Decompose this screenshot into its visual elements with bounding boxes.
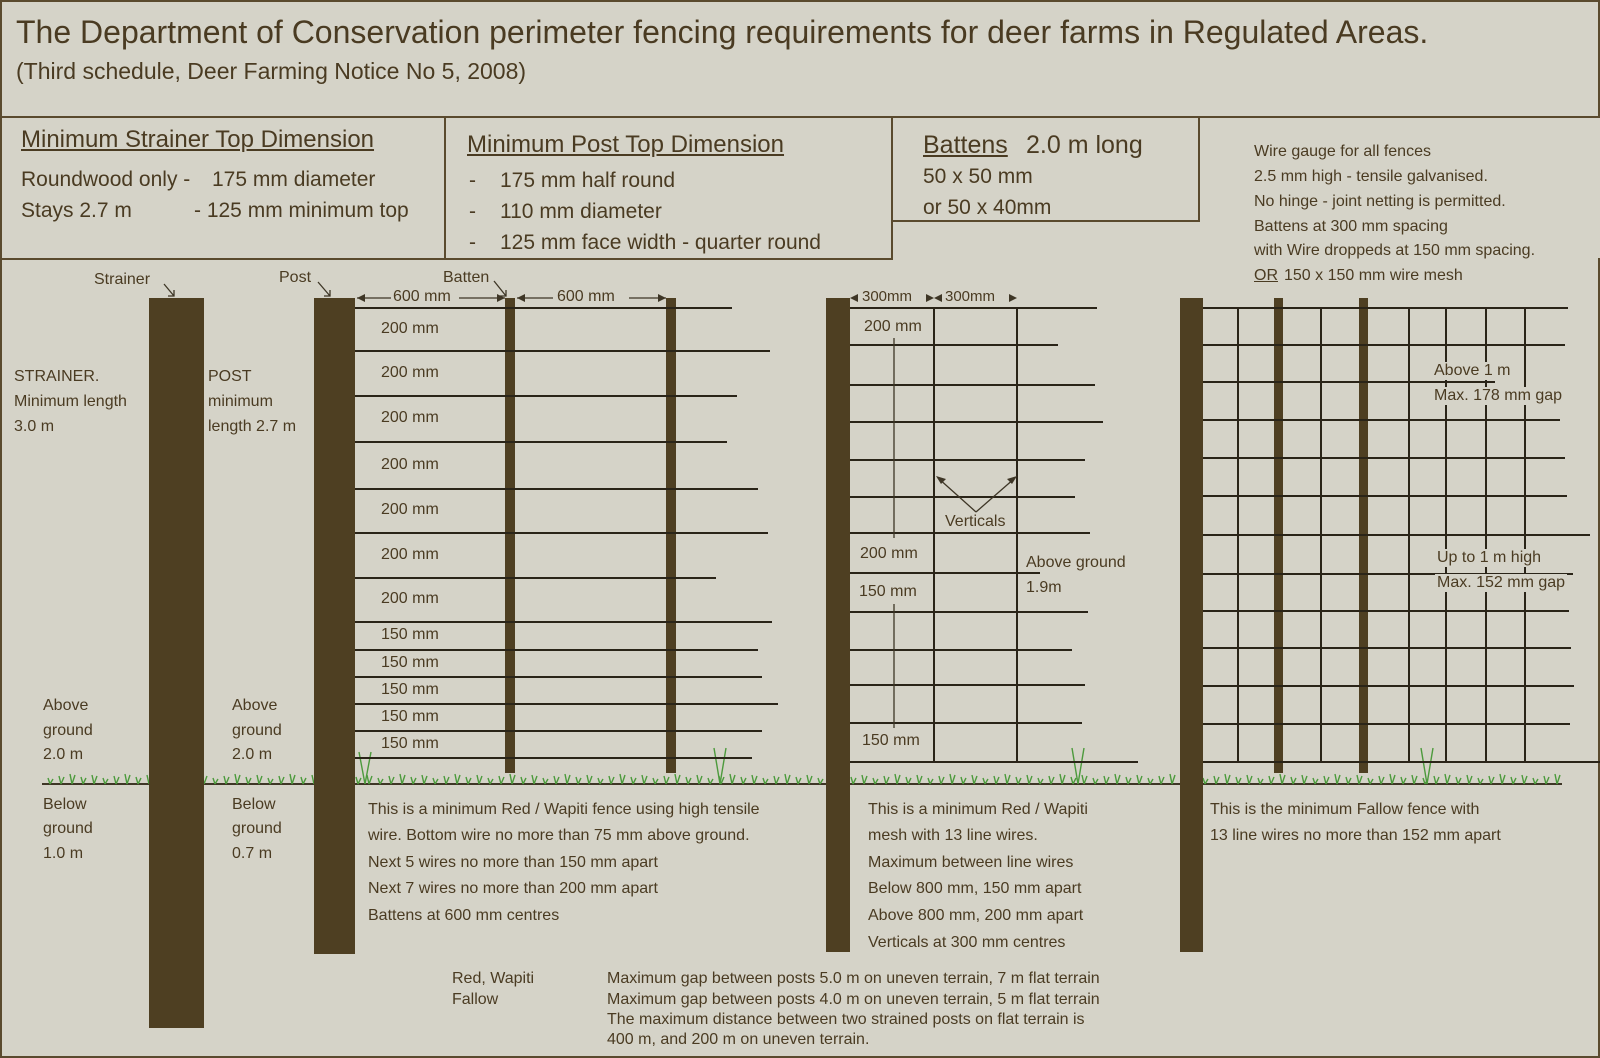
post-note: POST [208,368,252,385]
wire-note: 2.5 mm high - tensile galvanised. [1254,168,1488,185]
grass-tuft [499,776,504,784]
grass-tuft [807,775,812,784]
fence2-mid-spacing: 200 mm [860,545,918,562]
grass-tuft [1379,776,1384,784]
footer-text: 400 m, and 200 m on uneven terrain. [607,1031,870,1048]
grass-tuft [400,774,405,784]
grass-tuft [1511,777,1516,784]
grass-tuft [532,775,537,784]
post-item: 125 mm face width - quarter round [500,231,821,254]
grass-tuft [1170,774,1175,784]
grass-tuft [136,777,141,784]
fence1-desc: wire. Bottom wire no more than 75 mm above ground. [368,827,750,844]
strainer-roundwood-label: Roundwood only - [21,168,191,191]
grass-tuft [587,775,592,784]
fence2-desc: Above 800 mm, 200 mm apart [868,907,1084,924]
fence2-desc: This is a minimum Red / Wapiti [868,801,1088,818]
grass-tuft [609,776,614,784]
strainer-note: STRAINER. [14,368,100,385]
wire-note: No hinge - joint netting is permitted. [1254,193,1506,210]
grass-tuft [1214,776,1219,784]
grass-tuft [125,774,130,784]
post-below-ground: ground [232,820,282,837]
grass-tuft [70,774,75,784]
grass-tuft [950,774,955,784]
wire-note: Wire gauge for all fences [1254,143,1431,160]
battens-size-2: or 50 x 40mm [923,196,1052,219]
fence1-spacing-label: 200 mm [381,455,439,473]
grass-tuft [774,776,779,784]
strainer-note: Minimum length [14,393,127,410]
grass-tuft [279,776,284,784]
post-box-heading: Minimum Post Top Dimension [467,131,785,158]
grass-tuft [1434,776,1439,784]
fence3-desc: This is the minimum Fallow fence with [1210,801,1480,818]
fence3-lower-note: Max. 152 mm gap [1437,574,1566,591]
grass-tuft [367,775,372,784]
strainer-stays-value: - 125 mm minimum top [194,199,409,222]
fence1-spacing-label: 200 mm [381,363,439,381]
grass-tuft [1137,775,1142,784]
grass-tuft [1027,775,1032,784]
fence3-upper-note: Max. 178 mm gap [1434,387,1563,404]
post-item: 175 mm half round [500,169,676,192]
grass-tuft [1544,776,1549,784]
grass-tuft [422,775,427,784]
grass-tuft [246,777,251,784]
fence2-above-ground: 1.9m [1026,579,1062,596]
grass-tuft [1324,776,1329,784]
fence2-desc: Below 800 mm, 150 mm apart [868,880,1082,897]
grass-tuft [1104,776,1109,784]
grass-tuft [697,775,702,784]
fence1-desc: Next 7 wires no more than 200 mm apart [368,880,658,897]
battens-length: 2.0 m long [1026,131,1143,159]
post-below-ground: Below [232,796,276,813]
grass-tuft [1302,775,1307,784]
post-item-dash: - [469,231,476,254]
grass-tuft [1500,774,1505,784]
batten-label: Batten [443,269,490,286]
fence2-desc: mesh with 13 line wires. [868,827,1038,844]
battens-heading: Battens [923,131,1008,159]
footer-label-red-wapiti: Red, Wapiti [452,970,535,987]
grass-tuft [257,775,262,784]
grass-tuft [1280,774,1285,784]
grass-tuft [1159,776,1164,784]
fence1-spacing-label: 150 mm [381,680,439,698]
grass-tuft [1489,776,1494,784]
grass-tuft [59,776,64,784]
fence1-spacing-label: 150 mm [381,707,439,725]
grass-tuft [631,777,636,784]
grass-tuft [466,777,471,784]
grass-tuft [675,774,680,784]
fence3-upper-note: Above 1 m [1434,362,1511,379]
grass-tuft [884,776,889,784]
footer-text: Maximum gap between posts 5.0 m on uneven terrain, 7 m flat terrain [607,970,1100,987]
wire-note: with Wire droppeds at 150 mm spacing. [1254,242,1536,259]
grass-tuft [1456,777,1461,784]
wire-note-or: OR [1254,267,1278,284]
strainer-box-heading: Minimum Strainer Top Dimension [21,126,375,153]
post-above-ground: Above [232,697,278,714]
post-below-ground: 0.7 m [232,845,273,862]
grass-tuft [917,775,922,784]
fence3-lower-note: Up to 1 m high [1437,549,1542,566]
grass-tuft [1357,775,1362,784]
strainer-note: 3.0 m [14,418,55,435]
grass-tuft [752,775,757,784]
grass-tuft [664,776,669,784]
post-item: 110 mm diameter [500,200,662,223]
grass-tuft [411,777,416,784]
post [314,298,355,954]
grass-tuft [785,774,790,784]
grass-tuft [1236,777,1241,784]
grass-tuft [620,774,625,784]
grass-tuft [1049,776,1054,784]
fence1-desc: This is a minimum Red / Wapiti fence using high tensile [368,801,760,818]
verticals-arrowhead [936,476,946,484]
grass-tuft [1082,775,1087,784]
strainer-above-ground: 2.0 m [43,746,84,763]
grass-tuft [851,777,856,784]
footer-text: The maximum distance between two strained posts on flat terrain is [607,1011,1085,1028]
fence1-spacing-label: 200 mm [381,501,439,518]
strainer-label: Strainer [94,271,151,288]
fence2-above-ground: Above ground [1026,554,1126,571]
fence2-desc: Verticals at 300 mm centres [868,934,1066,951]
footer-text: Maximum gap between posts 4.0 m on uneven terrain, 5 m flat terrain [607,991,1100,1008]
grass-tuft [92,775,97,784]
fence1-spacing-label: 200 mm [381,590,439,607]
dimension-arrowhead [926,294,934,302]
grass-tuft [356,777,361,784]
post-note: length 2.7 m [208,418,297,435]
dimension-label: 300mm [862,288,913,305]
grass-tuft [1247,775,1252,784]
fence1-spacing-label: 200 mm [381,545,439,563]
grass-tuft [686,777,691,784]
grass-tuft [862,775,867,784]
grass-tuft [961,777,966,784]
grass-tuft [521,777,526,784]
grass-tuft [1291,777,1296,784]
dimension-label: 300mm [945,288,996,305]
grass-tuft [1335,774,1340,784]
fence1-spacing-label: 200 mm [381,409,439,426]
dimension-arrowhead [658,294,666,302]
post-item-dash: - [469,200,476,223]
strainer-above-ground: ground [43,722,93,739]
grass-tuft [1071,777,1076,784]
wire-note: Battens at 300 mm spacing [1254,218,1448,235]
grass-tuft [81,777,86,784]
strainer-pointer [164,284,174,296]
post-pointer [318,282,330,296]
grass-tuft [906,777,911,784]
verticals-label: Verticals [945,513,1006,530]
dimension-arrowhead [1009,294,1017,302]
grass-tuft [1126,777,1131,784]
post-above-ground: ground [232,722,282,739]
post-label: Post [279,269,312,286]
fence2-mid-spacing: 150 mm [859,583,917,600]
verticals-arrowhead [1007,476,1017,484]
fallow-fence-post [1180,298,1203,952]
grass-tuft [224,776,229,784]
fence2-bottom-spacing: 150 mm [862,732,920,749]
grass-tuft [741,777,746,784]
battens-size-1: 50 x 50 mm [923,165,1033,188]
fence1-desc: Battens at 600 mm centres [368,907,560,924]
grass-tuft [642,775,647,784]
batten [666,298,676,773]
grass-tuft [510,774,515,784]
grass-tuft [1005,774,1010,784]
post-above-ground: 2.0 m [232,746,273,763]
dimension-label: 600 mm [557,288,615,305]
strainer-below-ground: Below [43,796,87,813]
grass-tuft [1346,777,1351,784]
strainer-roundwood-value: 175 mm diameter [212,168,376,191]
fence1-spacing-label: 200 mm [381,319,439,337]
grass-tuft [389,776,394,784]
page-subtitle: (Third schedule, Deer Farming Notice No 5, 2008) [16,58,527,84]
dimension-label: 600 mm [393,288,451,305]
verticals-pointer [938,478,1015,512]
grass-tuft [565,774,570,784]
grass-tuft [730,774,735,784]
strainer-above-ground: Above [43,697,89,714]
grass-tuft [1401,777,1406,784]
grass-tuft [1016,777,1021,784]
dimension-arrowhead [850,294,858,302]
strainer-below-ground: 1.0 m [43,845,84,862]
strainer-below-ground: ground [43,820,93,837]
grass-tuft [455,774,460,784]
grass-tuft [554,776,559,784]
wire-note-mesh: 150 x 150 mm wire mesh [1284,267,1463,284]
fence1-spacing-label: 150 mm [381,626,439,643]
grass-tuft [477,775,482,784]
grass-tuft [290,774,295,784]
fence2-top-spacing: 200 mm [864,318,922,335]
batten-pointer [494,281,506,296]
grass-tuft [994,776,999,784]
fence2-desc: Maximum between line wires [868,854,1074,871]
grass-tuft [796,777,801,784]
fence1-spacing-label: 150 mm [381,653,439,671]
grass-tuft [1115,774,1120,784]
dimension-arrowhead [517,294,525,302]
post-note: minimum [208,393,273,410]
strainer-post [149,298,204,1028]
grass-tuft [939,776,944,784]
grass-tuft [895,774,900,784]
batten [505,298,515,773]
page-title: The Department of Conservation perimeter fencing requirements for deer farms in Regulated Areas. [16,14,1429,50]
grass-tuft [1555,774,1560,784]
grass-tuft [972,775,977,784]
fence1-desc: Next 5 wires no more than 150 mm apart [368,854,658,871]
grass-tuft [1445,774,1450,784]
grass-tuft [1390,774,1395,784]
grass-tuft [1060,774,1065,784]
mesh-fence-post [826,298,850,952]
footer-label-fallow: Fallow [452,991,499,1008]
grass-tuft [1225,774,1230,784]
grass-tuft [301,777,306,784]
grass-tuft [1412,775,1417,784]
grass-tuft [444,776,449,784]
grass-tuft [1522,775,1527,784]
dimension-arrowhead [497,294,505,302]
dimension-arrowhead [357,294,365,302]
fence3-desc: 13 line wires no more than 152 mm apart [1210,827,1501,844]
post-item-dash: - [469,169,476,192]
grass-tuft [114,776,119,784]
fence1-spacing-label: 150 mm [381,734,439,752]
grass-tuft [1467,775,1472,784]
dimension-arrowhead [934,294,942,302]
strainer-stays-label: Stays 2.7 m [21,199,132,222]
grass-tuft [1269,776,1274,784]
grass-tuft [235,774,240,784]
grass-tuft [576,777,581,784]
